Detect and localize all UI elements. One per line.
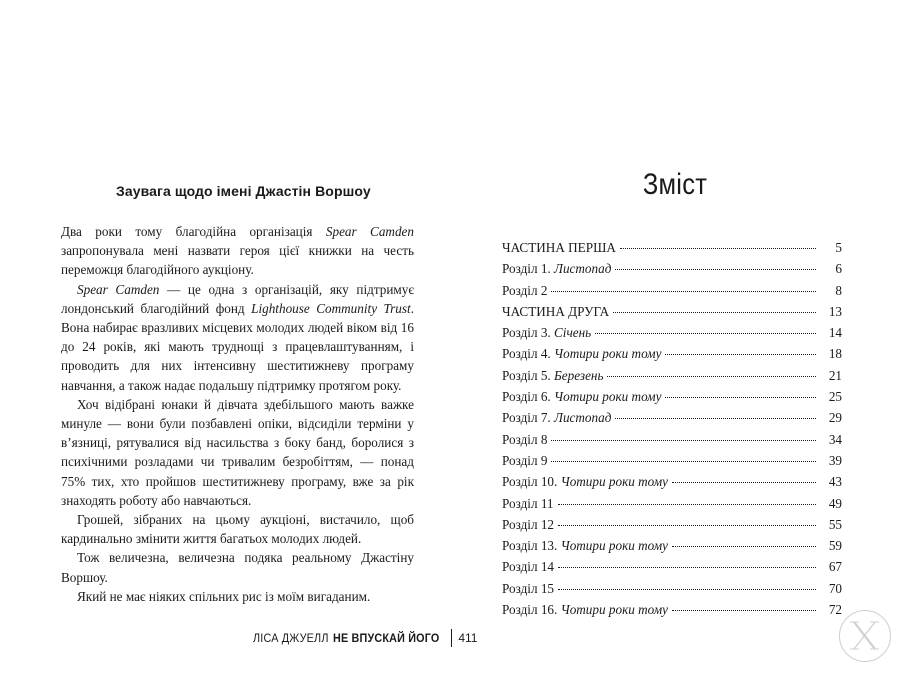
note-paragraph — [61, 510, 414, 548]
toc-entry — [502, 514, 842, 535]
toc-entry-page: 55 — [828, 516, 842, 532]
toc-entry-chapter: Розділ 6. — [502, 389, 555, 405]
toc-entry-page: 70 — [828, 580, 842, 596]
note-paragraph — [61, 587, 414, 606]
toc-entry-chapter: ЧАСТИНА ПЕРША — [502, 240, 616, 255]
note-text: Який не має ніяких спільних рис із моїм вигаданим. — [77, 588, 371, 604]
toc-entry-page: 14 — [828, 325, 842, 341]
toc-entry-chapter: Розділ 12 — [502, 516, 555, 532]
toc-entry-chapter: Розділ 15 — [502, 580, 555, 596]
toc-entry-label — [502, 450, 547, 471]
toc-entry-subtitle: Чотири роки тому — [560, 602, 669, 618]
toc-entry — [502, 258, 842, 279]
toc-entry — [502, 407, 842, 428]
note-paragraph — [61, 395, 414, 510]
toc-entry-page: 21 — [828, 367, 842, 383]
note-paragraph — [61, 222, 414, 280]
toc-entry-chapter: Розділ 5. — [502, 367, 555, 383]
toc-entry-page: 43 — [828, 474, 842, 490]
toc-entry-chapter: ЧАСТИНА ДРУГА — [502, 303, 610, 319]
toc-dot-leader — [558, 567, 816, 568]
toc-entry-label — [502, 258, 611, 279]
toc-entry — [502, 386, 842, 407]
note-italic-text: Lighthouse Community Trust — [251, 300, 411, 316]
toc-entry-page: 49 — [828, 495, 842, 511]
toc-dot-leader — [620, 248, 816, 249]
toc-dot-leader — [551, 461, 816, 462]
toc-entry-page: 5 — [835, 240, 842, 255]
toc-entry-subtitle: Чотири роки тому — [560, 538, 669, 554]
toc-entry — [502, 365, 842, 386]
toc-entry-chapter: Розділ 13. — [502, 538, 561, 554]
note-title: Заувага щодо імені Джастін Воршоу — [116, 183, 371, 199]
toc-entry-page: 59 — [828, 538, 842, 554]
page-number: 411 — [458, 631, 478, 645]
toc-entry-subtitle: Листопад — [554, 261, 612, 277]
toc-entry-page: 72 — [828, 602, 842, 618]
note-text: . Вона набирає вразливих місцевих молодих людей віком від 16 до 24 років, які мають труднощі з працевлаштуванням, і проводить для них інтенсивну шеститижневу програму навчання, а також надає подальшу підтримку протягом року. — [61, 300, 414, 393]
toc-entry-page: 29 — [828, 410, 842, 426]
toc-entry-page: 34 — [828, 431, 842, 447]
toc-entry — [502, 450, 842, 471]
toc-entry-chapter: Розділ 8 — [502, 431, 548, 447]
note-paragraph — [61, 548, 414, 586]
toc-entry-label — [502, 578, 554, 599]
footer-author: ЛІСА ДЖУЕЛЛ — [253, 631, 329, 645]
note-italic-text: Spear Camden — [325, 224, 414, 239]
toc-entry-subtitle: Березень — [554, 367, 604, 383]
toc-entry-label — [502, 322, 591, 343]
toc-dot-leader — [613, 312, 816, 313]
note-body — [61, 222, 414, 606]
right-page — [450, 0, 900, 674]
toc-entry-chapter: Розділ 4. — [502, 346, 555, 362]
toc-entry-subtitle: Листопад — [554, 410, 612, 426]
toc-entry — [502, 471, 842, 492]
toc-entry-label — [502, 280, 547, 301]
toc-entry-chapter: Розділ 14 — [502, 559, 555, 575]
toc-entry — [502, 343, 842, 364]
toc-entry-label — [502, 535, 668, 556]
note-text: Тож величезна, величезна подяка реальному Джастіну Воршоу. — [61, 550, 414, 585]
toc-entry-chapter: Розділ 16. — [502, 602, 561, 618]
toc-entry-label — [502, 365, 603, 386]
toc-dot-leader — [615, 269, 816, 270]
toc-entry-label — [502, 301, 609, 322]
toc-dot-leader — [551, 291, 816, 292]
toc-dot-leader — [672, 610, 816, 611]
table-of-contents — [502, 237, 842, 620]
note-italic-text: Spear Camden — [77, 281, 160, 297]
toc-entry — [502, 301, 842, 322]
toc-entry — [502, 535, 842, 556]
footer-divider — [451, 629, 452, 647]
note-text: Два роки тому благодійна організація — [61, 224, 326, 239]
toc-dot-leader — [665, 354, 816, 355]
toc-entry-page: 6 — [835, 261, 842, 277]
toc-entry — [502, 280, 842, 301]
toc-entry-page: 25 — [828, 389, 842, 405]
toc-entry — [502, 493, 842, 514]
toc-entry-chapter: Розділ 9 — [502, 452, 548, 468]
toc-entry-chapter: Розділ 1. — [502, 261, 555, 277]
footer-book-title: НЕ ВПУСКАЙ ЙОГО — [333, 631, 440, 645]
running-footer — [253, 629, 477, 647]
toc-entry-page: 8 — [835, 282, 842, 298]
toc-entry-label — [502, 556, 554, 577]
toc-entry-label — [502, 237, 616, 258]
toc-entry — [502, 578, 842, 599]
toc-entry — [502, 599, 842, 620]
x-circle-logo-icon — [839, 610, 891, 662]
toc-entry-page: 13 — [828, 303, 842, 319]
toc-entry-subtitle: Січень — [554, 325, 592, 341]
toc-entry-page: 39 — [828, 452, 842, 468]
note-text: — це одна з організацій, яку підтримує лондонський благодійний фонд — [61, 281, 414, 316]
toc-dot-leader — [672, 546, 816, 547]
toc-entry-label — [502, 407, 611, 428]
toc-entry-page: 67 — [828, 559, 842, 575]
toc-entry — [502, 237, 842, 258]
toc-dot-leader — [672, 482, 816, 483]
toc-entry-chapter: Розділ 3. — [502, 325, 555, 341]
toc-dot-leader — [665, 397, 816, 398]
toc-entry — [502, 556, 842, 577]
note-paragraph — [61, 280, 414, 395]
toc-entry-label — [502, 343, 661, 364]
toc-entry-chapter: Розділ 7. — [502, 410, 555, 426]
toc-entry-chapter: Розділ 10. — [502, 474, 561, 490]
toc-dot-leader — [551, 440, 816, 441]
toc-dot-leader — [558, 525, 816, 526]
toc-entry-chapter: Розділ 2 — [502, 282, 548, 298]
toc-dot-leader — [595, 333, 816, 334]
toc-entry-chapter: Розділ 11 — [502, 495, 554, 511]
toc-entry-label — [502, 386, 661, 407]
toc-entry — [502, 429, 842, 450]
toc-entry-subtitle: Чотири роки тому — [554, 389, 662, 405]
note-text: Хоч відібрані юнаки й дівчата здебільшого мають важке минуле — вони були позбавлені опіки, відсиділи терміни у в’язниці, рятувалися від насильства з боку банд, боролися з психічними розладами чи тривалим безробіттям, — понад 75% тих, хто пройшов шеститижневу програму, вже за рік знаходять роботу або навчаються. — [61, 396, 414, 508]
toc-entry-label — [502, 429, 547, 450]
toc-entry-subtitle: Чотири роки тому — [554, 346, 662, 362]
note-text: Грошей, зібраних на цьому аукціоні, вистачило, щоб кардинально змінити життя багатьох молодих людей. — [61, 512, 414, 547]
toc-entry-page: 18 — [828, 346, 842, 362]
toc-entry-subtitle: Чотири роки тому — [560, 474, 669, 490]
toc-dot-leader — [558, 504, 816, 505]
toc-dot-leader — [615, 418, 816, 419]
toc-entry-label — [502, 599, 668, 620]
toc-title: Зміст — [642, 168, 708, 201]
toc-dot-leader — [607, 376, 816, 377]
toc-entry — [502, 322, 842, 343]
note-text: запропонувала мені назвати героя цієї книжки на честь переможця благодійного аукціону. — [61, 243, 414, 278]
toc-entry-label — [502, 471, 668, 492]
toc-entry-label — [502, 514, 554, 535]
toc-entry-label — [502, 493, 554, 514]
toc-dot-leader — [558, 589, 816, 590]
